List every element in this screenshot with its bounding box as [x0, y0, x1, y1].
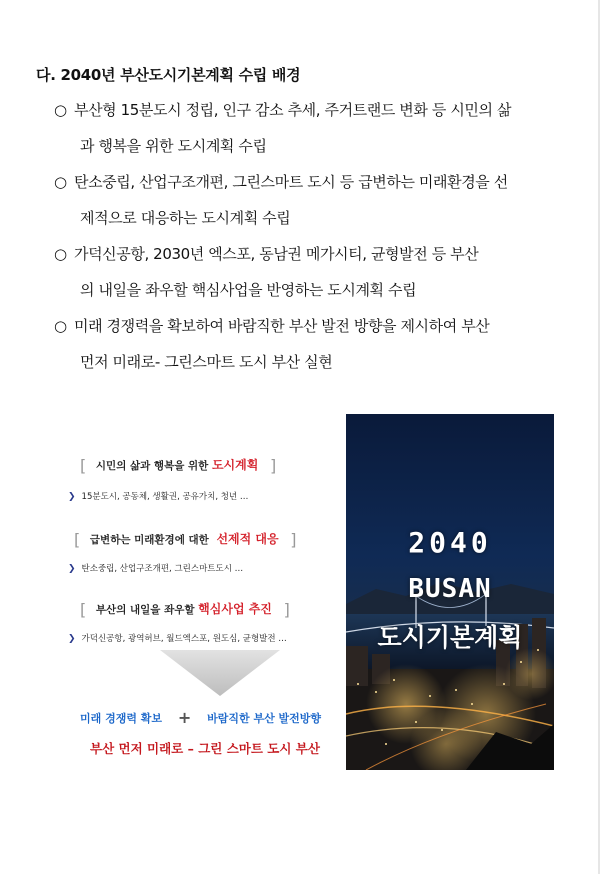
bullet-item-4: [54, 308, 574, 380]
circle-bullet-icon: ○: [54, 317, 67, 335]
plus-icon: +: [177, 708, 192, 727]
bullet-item-1: [54, 92, 574, 164]
box1-sub: ❯ 15분도시, 공동체, 생활권, 공유가치, 청년 …: [68, 492, 249, 502]
section-heading: 다. 2040년 부산도시기본계획 수립 배경: [36, 66, 301, 84]
bullet-text-line1: 가덕신공항, 2030년 엑스포, 동남권 메가시티, 균형발전 등 부산: [74, 245, 479, 263]
box2-title: [ 급변하는 미래환경에 대한 선제적 대응 ]: [74, 530, 297, 549]
funnel-arrow-icon: [160, 650, 280, 696]
circle-bullet-icon: ○: [54, 101, 67, 119]
goal-left: 미래 경쟁력 확보: [80, 712, 163, 725]
box2-highlight: 선제적 대응: [216, 532, 279, 546]
busan-night-poster: [346, 414, 554, 770]
chevron-right-icon: ❯: [68, 492, 76, 502]
bracket-open: [: [74, 530, 81, 549]
bullet-text-line1: 부산형 15분도시 정립, 인구 감소 추세, 주거트랜드 변화 등 시민의 삶: [74, 101, 512, 119]
bullet-text-line1: 미래 경쟁력을 확보하여 바람직한 부산 발전 방향을 제시하여 부산: [74, 317, 490, 335]
bullet-text-line2: 의 내일을 좌우할 핵심사업을 반영하는 도시계획 수립: [80, 281, 417, 299]
chevron-right-icon: ❯: [68, 564, 76, 574]
bullet-text-line2: 먼저 미래로- 그린스마트 도시 부산 실현: [80, 353, 333, 371]
bracket-open: [: [80, 456, 87, 475]
poster-title: 도시기본계획: [377, 623, 523, 652]
bullet-item-3: [54, 236, 574, 308]
circle-bullet-icon: ○: [54, 245, 67, 263]
circle-bullet-icon: ○: [54, 173, 67, 191]
goal-line: [80, 708, 321, 727]
background-infographic: [60, 450, 350, 770]
goal-right: 바람직한 부산 발전방향: [207, 712, 322, 725]
bracket-close: ]: [283, 600, 290, 619]
poster-city: BUSAN: [408, 574, 492, 604]
box3-title: [ 부산의 내일을 좌우할 핵심사업 추진 ]: [80, 600, 290, 619]
bullet-text-line1: 탄소중립, 산업구조개편, 그린스마트 도시 등 급변하는 미래환경을 선: [74, 173, 508, 191]
poster-year: 2040: [408, 526, 492, 559]
slogan: 부산 먼저 미래로 – 그린 스마트 도시 부산: [90, 741, 320, 756]
bracket-open: [: [80, 600, 87, 619]
box3-highlight: 핵심사업 추진: [198, 602, 272, 616]
chevron-right-icon: ❯: [68, 634, 76, 644]
bullet-text-line2: 과 행복을 위한 도시계획 수립: [80, 137, 267, 155]
bracket-close: ]: [290, 530, 297, 549]
box1-highlight: 도시계획: [211, 458, 259, 472]
box3-sub: ❯ 가덕신공항, 광역허브, 월드엑스포, 원도심, 균형발전 …: [68, 634, 287, 644]
bullet-text-line2: 제적으로 대응하는 도시계획 수립: [80, 209, 291, 227]
bracket-close: ]: [270, 456, 277, 475]
box1-title: [ 시민의 삶과 행복을 위한 도시계획 ]: [80, 456, 277, 475]
bullet-item-2: [54, 164, 574, 236]
box2-sub: ❯ 탄소중립, 산업구조개편, 그린스마트도시 …: [68, 564, 244, 574]
